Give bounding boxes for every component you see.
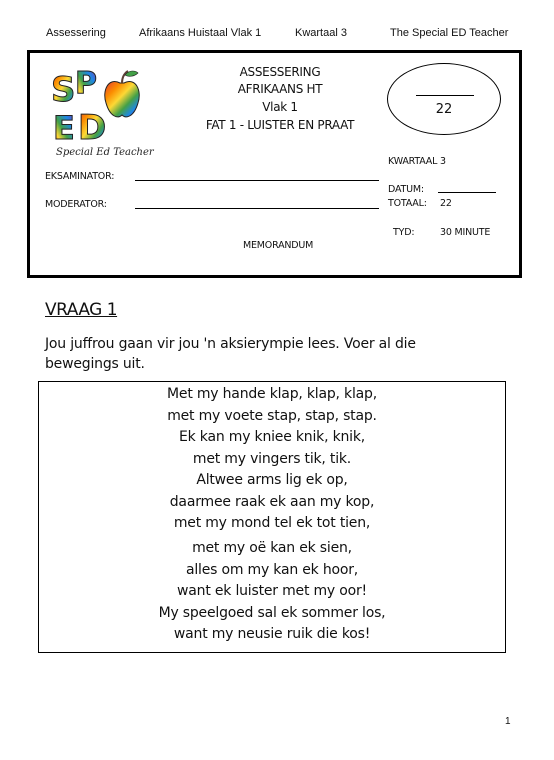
poem-line: Altwee arms lig ek op, xyxy=(196,472,348,488)
poem-line: want ek luister met my oor! xyxy=(177,583,367,599)
memorandum-label: MEMORANDUM xyxy=(243,240,314,251)
tyd-label: TYD: xyxy=(393,227,415,238)
svg-text:P: P xyxy=(75,66,97,101)
svg-text:D: D xyxy=(78,108,107,143)
page-number: 1 xyxy=(505,716,511,727)
score-oval xyxy=(387,63,501,135)
poem-line: Met my hande klap, klap, klap, xyxy=(167,386,377,402)
kwartaal-label: KWARTAAL 3 xyxy=(388,156,446,167)
poem-line: daarmee raak ek aan my kop, xyxy=(169,494,375,510)
logo-tagline: Special Ed Teacher xyxy=(56,147,154,158)
question-title: VRAAG 1 xyxy=(45,300,118,320)
poem-line: met my mond tel ek tot tien, xyxy=(173,515,371,531)
totaal-label: TOTAAL: xyxy=(388,198,427,209)
poem-box xyxy=(38,381,506,653)
header-brand: The Special ED Teacher xyxy=(390,27,509,39)
datum-label: DATUM: xyxy=(388,184,424,195)
title-fat: FAT 1 - LUISTER EN PRAAT xyxy=(205,118,355,132)
special-ed-logo-icon xyxy=(48,63,142,143)
score-blank-line xyxy=(416,95,474,96)
moderator-line xyxy=(135,208,379,209)
poem-line: alles om my kan ek hoor, xyxy=(185,562,359,578)
totaal-value: 22 xyxy=(440,198,452,209)
poem-line: met my oë kan ek sien, xyxy=(192,540,352,556)
svg-text:E: E xyxy=(53,109,75,143)
title-level: Vlak 1 xyxy=(262,100,298,114)
title-afrikaans-ht: AFRIKAANS HT xyxy=(237,82,323,96)
eksaminator-line xyxy=(135,180,379,181)
eksaminator-label: EKSAMINATOR: xyxy=(45,171,115,182)
svg-text:S: S xyxy=(51,70,76,110)
cover-box xyxy=(27,50,522,278)
poem-line: Ek kan my kniee knik, knik, xyxy=(179,429,365,445)
score-total: 22 xyxy=(435,102,453,117)
poem-line: met my voete stap, stap, stap. xyxy=(167,408,377,424)
poem-line: My speelgoed sal ek sommer los, xyxy=(158,605,386,621)
title-assessering: ASSESSERING xyxy=(239,65,321,79)
tyd-value: 30 MINUTE xyxy=(440,227,491,238)
header-assessering: Assessering xyxy=(46,27,106,39)
poem-line: want my neusie ruik die kos! xyxy=(173,626,371,642)
header-term: Kwartaal 3 xyxy=(295,27,347,39)
poem-line: met my vingers tik, tik. xyxy=(192,451,352,467)
moderator-label: MODERATOR: xyxy=(45,199,107,210)
header-subject: Afrikaans Huistaal Vlak 1 xyxy=(139,27,262,39)
question-instruction: Jou juffrou gaan vir jou 'n aksierympie lees. Voer al die bewegings uit. xyxy=(45,336,416,372)
datum-line xyxy=(438,192,496,193)
